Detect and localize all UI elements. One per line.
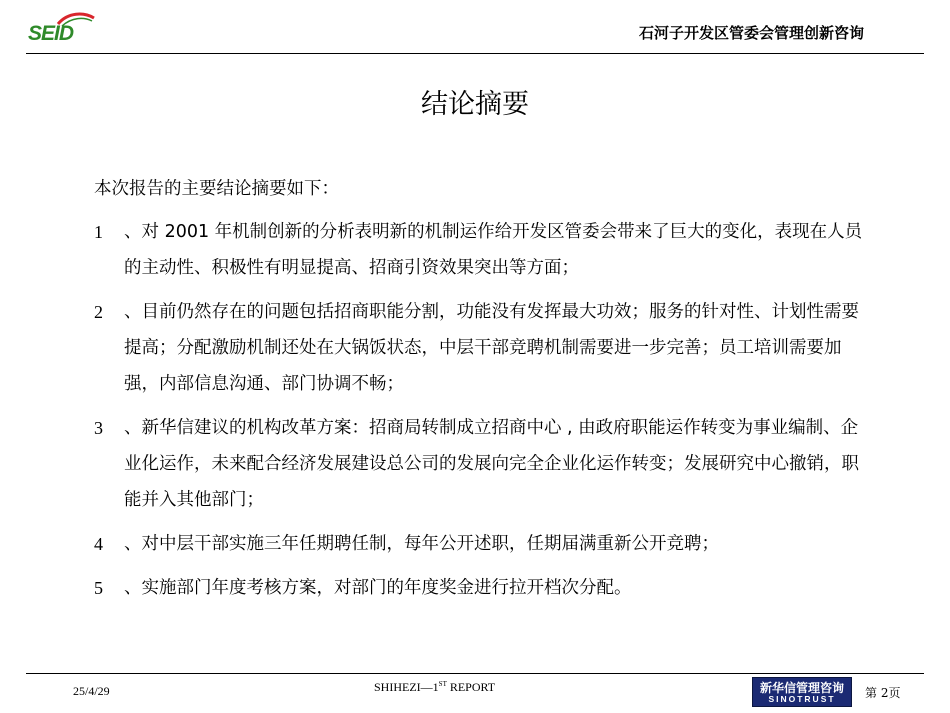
footer-report-title (374, 680, 495, 695)
item-text: 、对中层干部实施三年任期聘任制，每年公开述职，任期届满重新公开竞聘； (124, 534, 719, 554)
item-number: 1 (94, 222, 103, 242)
item-text: 、目前仍然存在的问题包括招商职能分割，功能没有发挥最大功效；服务的针对性、计划性需要提高；分配激励机制还处在大锅饭状态，中层干部竞聘机制需要进一步完善；员工培训需要加强，内部信息沟通、部门协调不畅； (124, 302, 859, 394)
item-number: 3 (94, 418, 103, 438)
report-suffix: REPORT (446, 680, 496, 694)
summary-item-5 (94, 570, 874, 606)
summary-item-2 (94, 294, 874, 402)
item-text: 、对 2001 年机制创新的分析表明新的机制运作给开发区管委会带来了巨大的变化，表现在人员的主动性、积极性有明显提高、招商引资效果突出等方面； (124, 222, 863, 278)
summary-item-4 (94, 526, 874, 562)
summary-item-3 (94, 410, 874, 518)
seid-logo (22, 10, 104, 46)
summary-body (94, 176, 874, 614)
summary-item-1 (94, 214, 874, 286)
report-prefix: SHIHEZI—1 (374, 680, 439, 694)
footer-divider (26, 673, 924, 674)
brand-cn-text: 新华信管理咨询 (759, 681, 844, 695)
item-number: 4 (94, 534, 103, 554)
sinotrust-logo (752, 677, 852, 707)
header-divider (26, 53, 924, 54)
org-title: 石河子开发区管委会管理创新咨询 (638, 24, 864, 42)
item-text: 、实施部门年度考核方案，对部门的年度奖金进行拉开档次分配。 (124, 578, 632, 598)
item-number: 5 (94, 578, 103, 598)
footer-date: 25/4/29 (73, 684, 110, 698)
item-text: 、新华信建议的机构改革方案：招商局转制成立招商中心 , 由政府职能运作转变为事业编制、企业化运作，未来配合经济发展建设总公司的发展向完全企业化运作转变；发展研究中心撤销，职能并入其他部门； (124, 418, 859, 510)
logo-text: SEID (28, 22, 74, 45)
page-title: 结论摘要 (421, 89, 529, 120)
intro-text: 本次报告的主要结论摘要如下： (94, 179, 339, 199)
page-number: 第 2页 (865, 686, 901, 700)
brand-en-text: SINOTRUST (768, 694, 836, 704)
report-sup: ST (438, 680, 447, 688)
item-number: 2 (94, 302, 103, 322)
